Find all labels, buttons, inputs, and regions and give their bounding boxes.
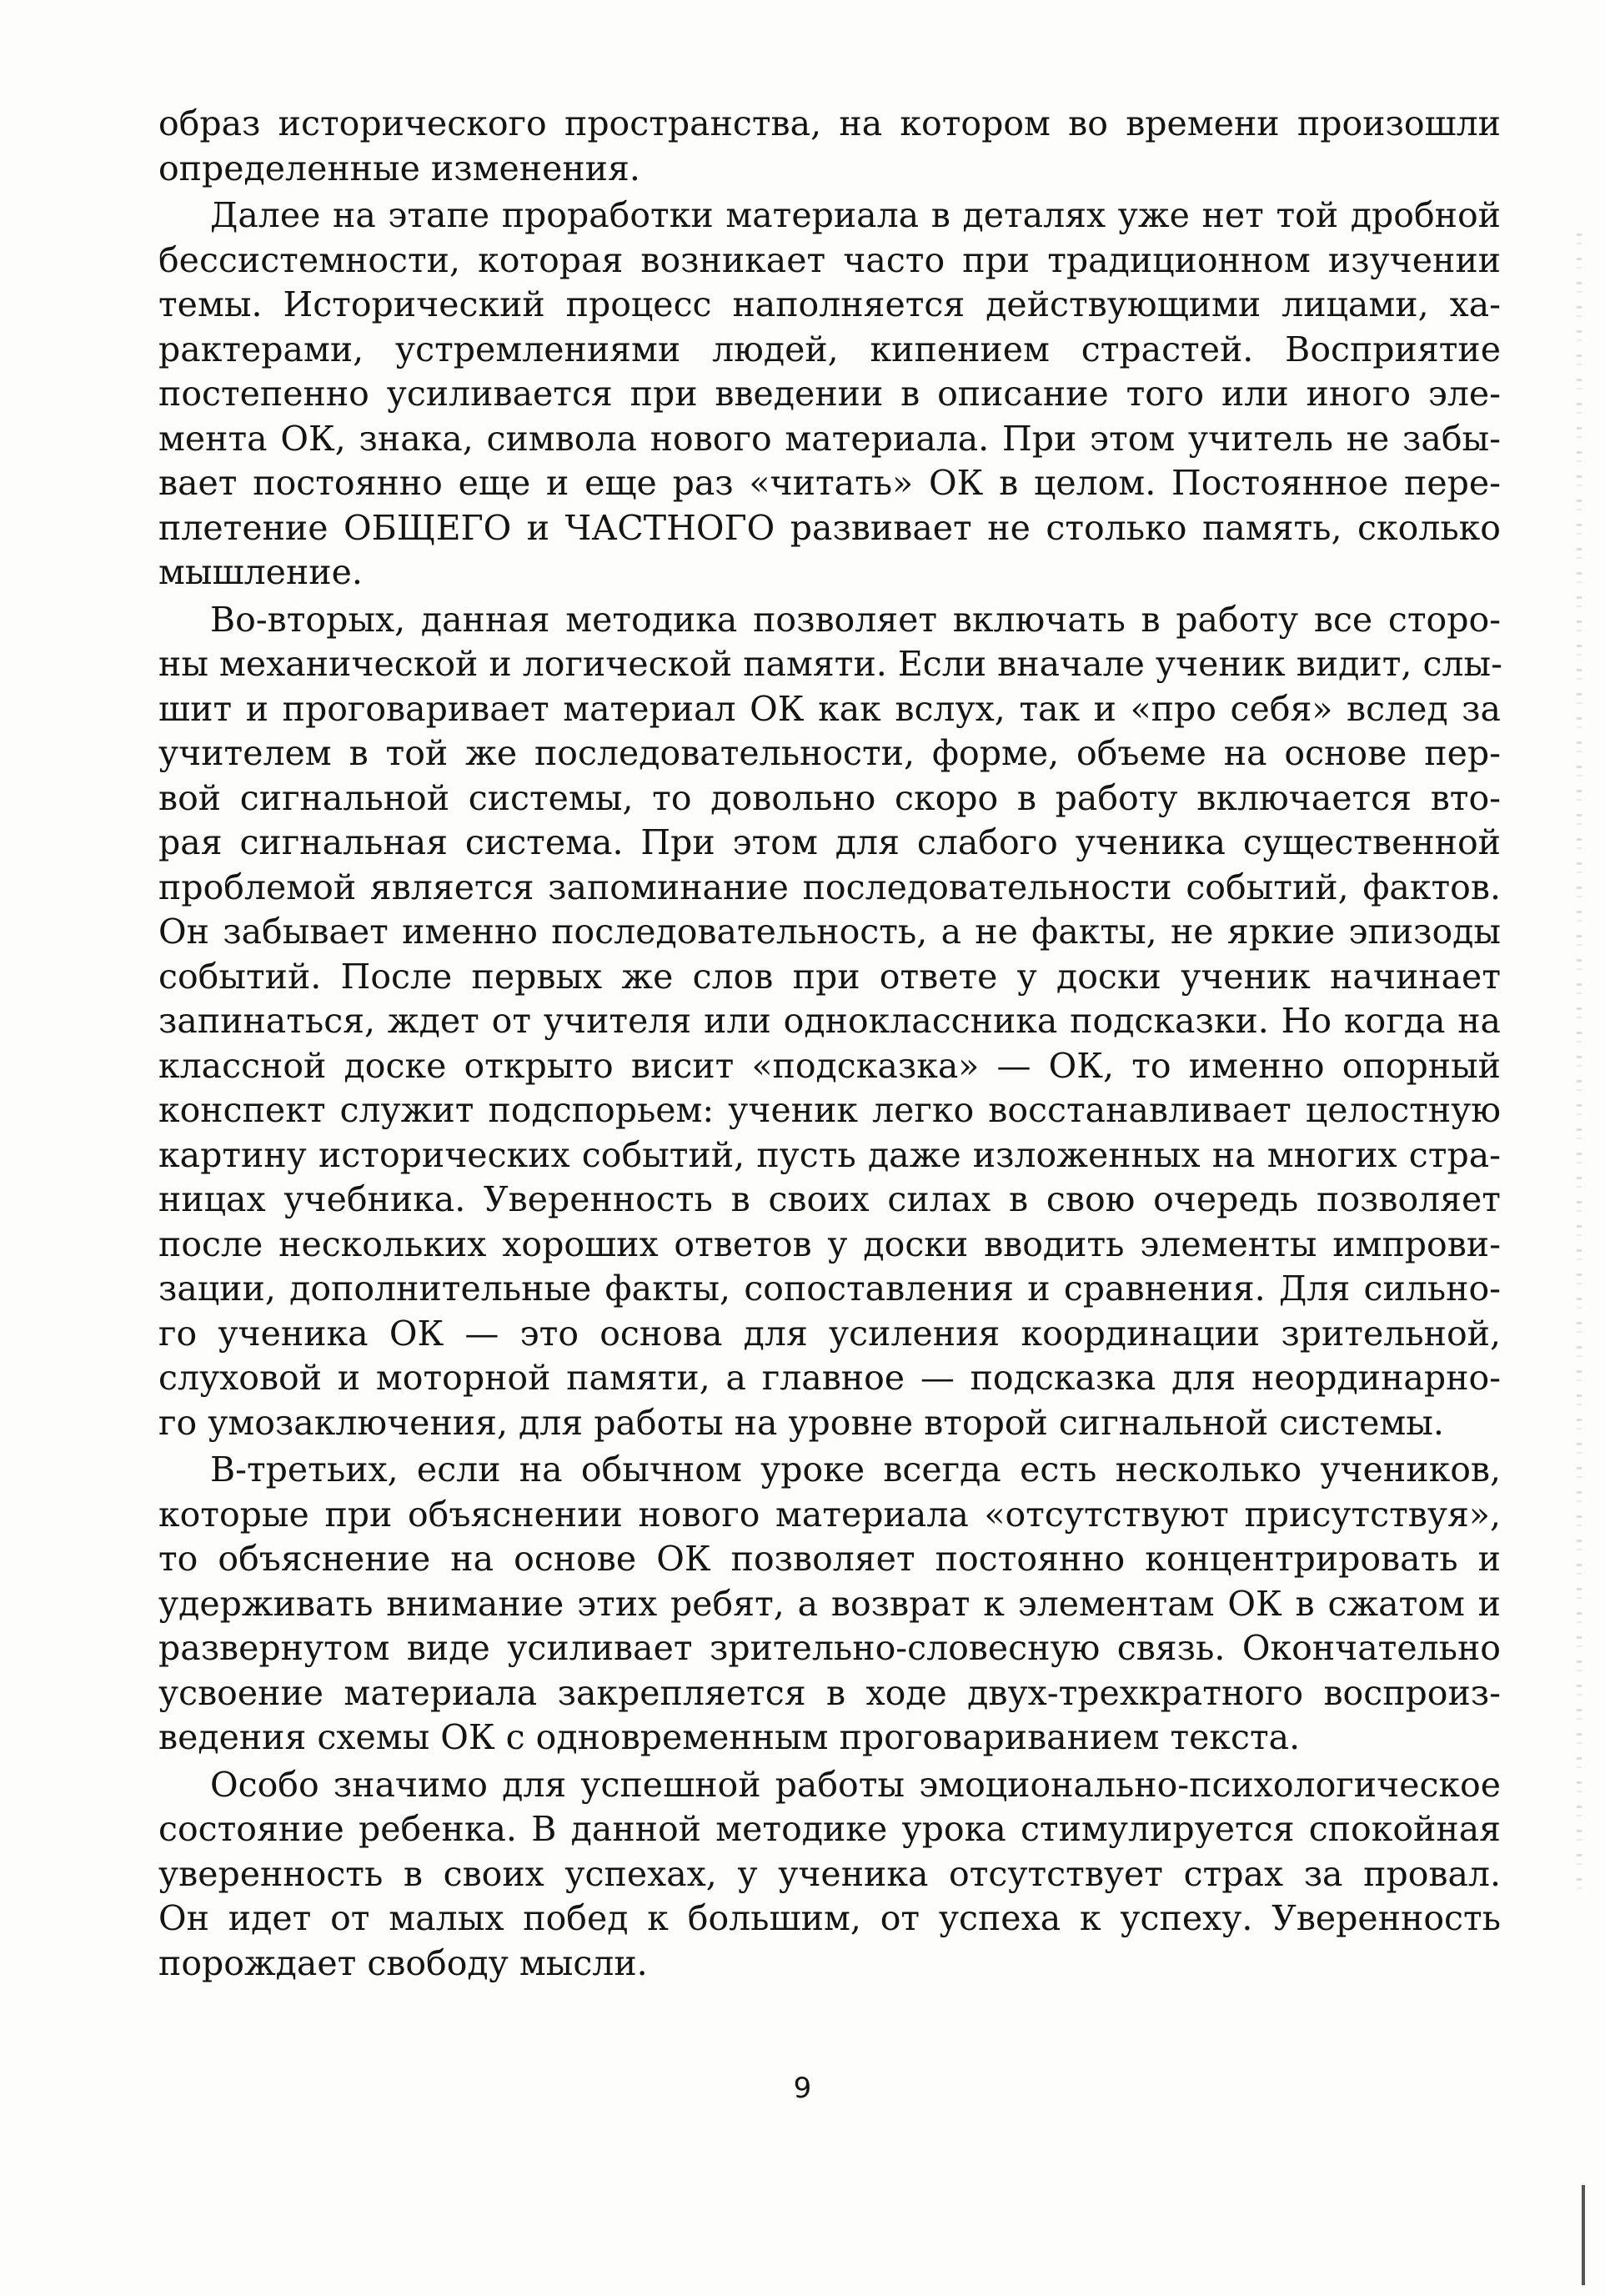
text-line: классной доске открыто висит «подсказка» — ОК, то именно опорный <box>158 1045 1501 1086</box>
text-line: конспект служит подспорьем: ученик легко восстанавливает целостную <box>158 1090 1501 1130</box>
text-line: вой сигнальной системы, то довольно скоро в работу включается вто- <box>158 777 1501 818</box>
text-line: которые при объяснении нового материала «отсутствуют присутствуя», <box>158 1494 1501 1535</box>
text-line: рая сигнальная система. При этом для слабого ученика существенной <box>158 822 1501 862</box>
text-line: рактерами, устремлениями людей, кипением страстей. Восприятие <box>158 329 1501 369</box>
text-line: удерживать внимание этих ребят, а возврат к элементам ОК в сжатом и <box>158 1583 1501 1624</box>
paragraph <box>158 1448 1501 1761</box>
text-line: после нескольких хороших ответов у доски вводить элементы импрови- <box>158 1223 1501 1264</box>
text-line: ны механической и логической памяти. Если вначале ученик видит, слы- <box>158 644 1502 684</box>
text-line: состояние ребенка. В данной методике урока стимулируется спокойная <box>158 1809 1501 1849</box>
text-line: определенные изменения. <box>158 148 640 188</box>
text-line: мышление. <box>158 552 363 592</box>
paragraph <box>158 598 1501 1446</box>
text-line: В-третьих, если на обычном уроке всегда есть несколько учеников, <box>210 1449 1501 1490</box>
text-line: образ исторического пространства, на котором во времени произошли <box>158 103 1501 143</box>
text-line: учителем в той же последовательности, форме, объеме на основе пер- <box>158 733 1501 773</box>
text-line: вает постоянно еще и еще раз «читать» ОК в целом. Постоянное пере- <box>158 463 1501 503</box>
text-line: постепенно усиливается при введении в описание того или иного эле- <box>158 374 1501 414</box>
text-line: порождает свободу мысли. <box>158 1942 648 1983</box>
paragraph <box>158 102 1501 191</box>
text-line: ницах учебника. Уверенность в своих силах в свою очередь позволяет <box>158 1179 1501 1219</box>
text-line: Далее на этапе проработки материала в деталях уже нет той дробной <box>210 195 1501 235</box>
text-line: развернутом виде усиливает зрительно-словесную связь. Окончательно <box>158 1628 1501 1668</box>
text-line: картину исторических событий, пусть даже изложенных на многих стра- <box>158 1134 1501 1175</box>
page-number: 9 <box>793 2072 812 2105</box>
text-line: Он идет от малых побед к большим, от успеха к успеху. Уверенность <box>158 1898 1501 1938</box>
paragraph <box>158 193 1501 595</box>
text-line: ведения схемы ОК с одновременным проговариванием текста. <box>158 1717 1301 1757</box>
text-line: го ученика ОК — это основа для усиления координации зрительной, <box>158 1313 1501 1354</box>
text-line: событий. После первых же слов при ответе у доски ученик начинает <box>158 956 1501 997</box>
paragraph <box>158 1763 1501 1987</box>
text-line: слуховой и моторной памяти, а главное — подсказка для неординарно- <box>158 1358 1501 1398</box>
text-line: темы. Исторический процесс наполняется действующими лицами, ха- <box>158 284 1501 324</box>
text-line: го умозаключения, для работы на уровне второй сигнальной системы. <box>158 1402 1444 1443</box>
scan-edge-mark <box>1582 2185 1585 2285</box>
text-line: Во-вторых, данная методика позволяет включать в работу все сторо- <box>210 599 1501 640</box>
text-line: Особо значимо для успешной работы эмоционально-психологическое <box>210 1764 1501 1805</box>
text-line: запинаться, ждет от учителя или одноклассника подсказки. Но когда на <box>158 1001 1501 1041</box>
text-line: шит и проговаривает материал ОК как вслух, так и «про себя» вслед за <box>158 688 1501 729</box>
text-line: зации, дополнительные факты, сопоставления и сравнения. Для сильно- <box>158 1269 1501 1309</box>
body-text <box>158 102 1501 1986</box>
text-line: бессистемности, которая возникает часто при традиционном изучении <box>158 239 1501 280</box>
text-line: мента ОК, знака, символа нового материала. При этом учитель не забы- <box>158 418 1501 459</box>
text-line: проблемой является запоминание последовательности событий, фактов. <box>158 867 1501 907</box>
scan-edge-artifact <box>1577 234 1582 1902</box>
text-line: Он забывает именно последовательность, а не факты, не яркие эпизоды <box>158 912 1501 952</box>
text-line: усвоение материала закрепляется в ходе двух-трехкратного воспроиз- <box>158 1672 1501 1713</box>
text-line: то объяснение на основе ОК позволяет постоянно концентрировать и <box>158 1539 1501 1579</box>
text-line: уверенность в своих успехах, у ученика отсутствует страх за провал. <box>158 1853 1501 1894</box>
text-line: плетение ОБЩЕГО и ЧАСТНОГО развивает не столько память, сколько <box>158 507 1501 548</box>
